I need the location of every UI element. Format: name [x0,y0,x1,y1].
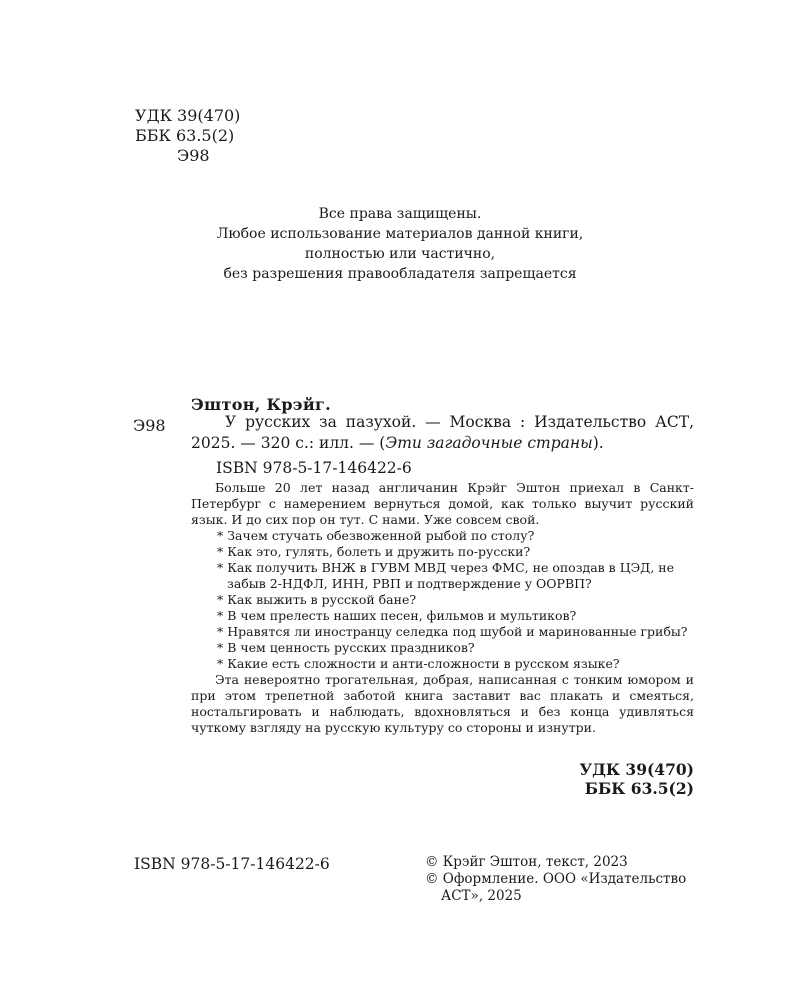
list-item: * Нравятся ли иностранцу селедка под шубой и маринованные грибы? [217,624,688,639]
list-item: * Как выжить в русской бане? [217,592,417,607]
rights-line: Любое использование материалов данной книги, [216,226,584,242]
copyright-text: © Крэйг Эштон, текст, 2023 [425,854,628,870]
rights-line: полностью или частично, [304,246,496,262]
series-name: Эти загадочные страны [385,434,593,452]
record-author: Эштон, Крэйг. [191,395,331,414]
bbk-code: ББК 63.5(2) [135,126,235,145]
list-item: * Как это, гулять, болеть и дружить по-русски? [217,544,531,559]
list-item: * Как получить ВНЖ в ГУВМ МВД через ФМС, не опоздав в ЦЭД, не забыв 2-НДФЛ, ИНН, РВП и подтверждение у ООРВП? [217,560,674,591]
annotation [191,480,694,736]
title-end: ). [592,434,604,452]
record-author-mark: Э98 [133,416,166,435]
copyright-block [425,854,715,905]
title-text: У русских за пазухой. — Москва : Издательство АСТ, 2025. — 320 с.: илл. — ( [191,413,694,452]
annotation-closing: Эта невероятно трогательная, добрая, написанная с тонким юмором и при этом трепетной заботой книга заставит вас плакать и смеяться, ностальгировать и наблюдать, вдохновляться и без конца удивляться чуткому взгляду на русскую культуру со стороны и изнутри. [191,672,694,735]
list-item: * Зачем стучать обезвоженной рыбой по столу? [217,528,535,543]
imprint-isbn: ISBN 978-5-17-146422-6 [134,855,330,873]
classification-codes-bottom [560,760,694,798]
copyright-design-cont: АСТ», 2025 [441,888,522,904]
rights-line: без разрешения правообладателя запрещается [223,266,577,282]
bbk-code: ББК 63.5(2) [584,779,694,798]
list-item: * В чем прелесть наших песен, фильмов и мультиков? [217,608,577,623]
list-item: * В чем ценность русских праздников? [217,640,475,655]
udk-code: УДК 39(470) [579,760,694,779]
annotation-intro: Больше 20 лет назад англичанин Крэйг Эштон приехал в Санкт-Петербург с намерением вернуться домой, как только выучит русский язык. И до сих пор он тут. С нами. Уже совсем свой. [191,480,694,527]
author-mark: Э98 [177,146,210,165]
rights-notice [150,204,650,284]
classification-codes-top [135,106,240,166]
udk-code: УДК 39(470) [135,106,241,125]
copyright-design: © Оформление. ООО «Издательство [425,871,687,887]
rights-line: Все права защищены. [318,206,482,222]
record-isbn: ISBN 978-5-17-146422-6 [216,459,412,477]
record-title [191,412,694,454]
question-list [191,528,694,672]
list-item: * Какие есть сложности и анти-сложности в русском языке? [217,656,620,671]
